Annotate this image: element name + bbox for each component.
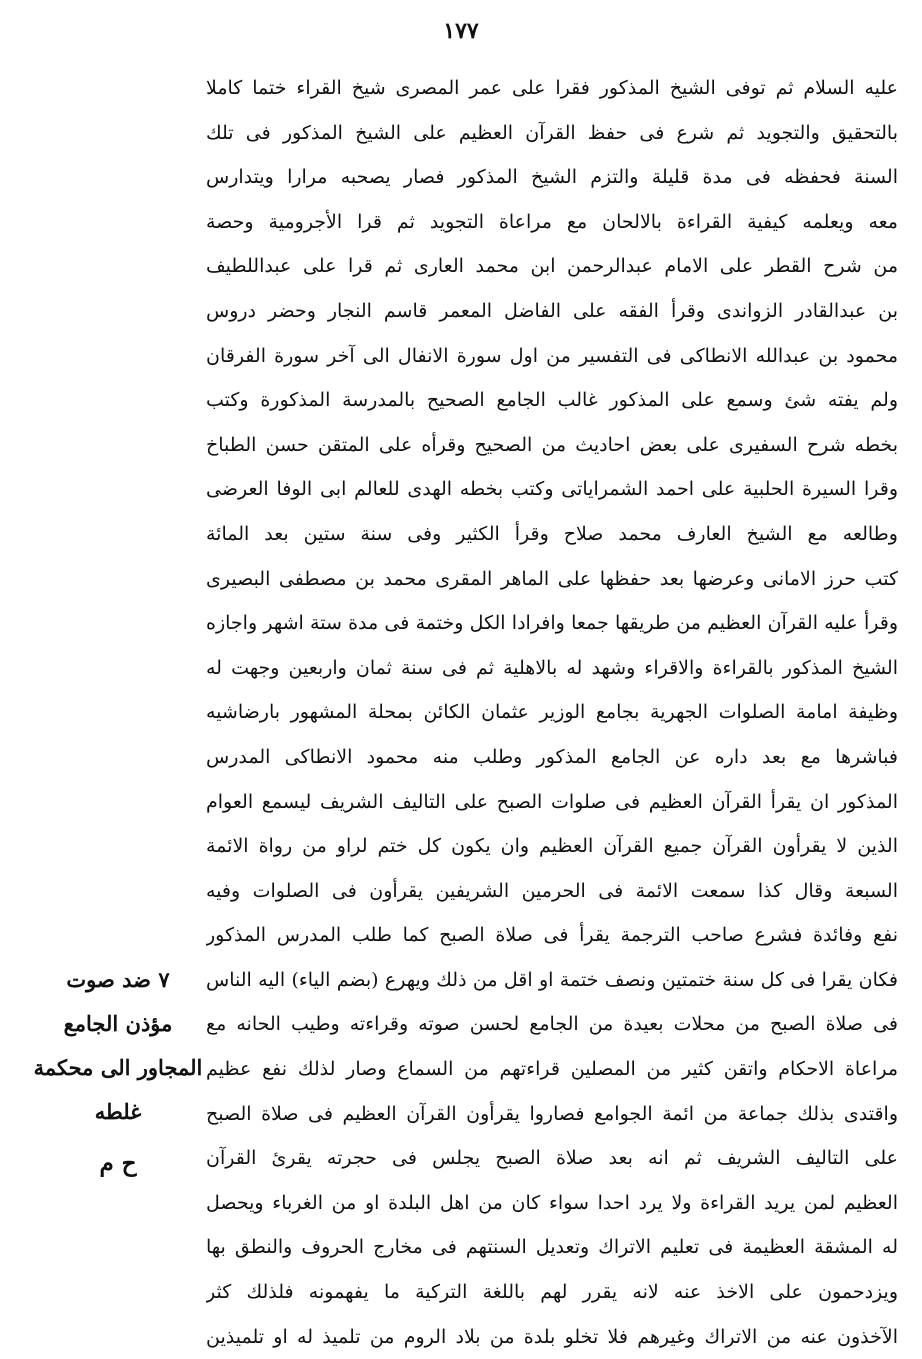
text-line: وقرأ عليه القرآن العظيم من طريقها جمعا وافرادا الكل وختمة فى مدة ستة اشهر واجازه <box>206 612 898 635</box>
text-line: وقرا السيرة الحلبية على احمد الشمراياتى وكتب بخطه الهدى للعالم ابى الوفا العرضى <box>206 478 898 501</box>
text-line: الآخذون عنه من الاتراك وغيرهم فلا تخلو بلدة من بلاد الروم من تلميذ له او تلميذين <box>206 1325 898 1348</box>
text-line: من شرح القطر على الامام عبدالرحمن ابن محمد العارى ثم قرا على عبداللطيف <box>206 255 898 278</box>
text-line: وظيفة امامة الصلوات الجهرية بجامع الوزير عثمان الكائن بمحلة المشهور بارضاشيه <box>206 701 898 724</box>
text-line: فى صلاة الصبح من محلات بعيدة من الجامع لحسن صوته وقراءته وطيب الحانه مع <box>206 1013 898 1036</box>
text-line: محمود بن عبدالله الانطاكى فى التفسير من اول سورة الانفال الى آخر سورة الفرقان <box>206 344 898 367</box>
text-line: فكان يقرا فى كل سنة ختمتين ونصف ختمة او اقل من ذلك ويهرع (بضم الياء) اليه الناس <box>206 968 898 991</box>
text-line: المذكور ان يقرأ القرآن العظيم فى صلوات الصبح على التاليف الشريف ليسمع العوام <box>206 790 898 813</box>
page-number: ١٧٧ <box>443 18 479 44</box>
text-line: بخطه شرح السفيرى على بعض احاديث من الصحيح وقرأه على المتقن حسن الطباخ <box>206 433 898 456</box>
text-line: كتب حرز الامانى وعرضها بعد حفظها على الماهر المقرى محمد بن مصطفى البصيرى <box>206 567 898 590</box>
margin-note-line: مؤذن الجامع <box>63 1011 173 1036</box>
text-line: فباشرها مع بعد داره عن الجامع المذكور وطلب منه محمود الانطاكى المدرس <box>206 745 898 768</box>
text-line: ولم يفته شئ وسمع على المذكور غالب الجامع الصحيح بالمدرسة المذكورة وكتب <box>206 389 898 412</box>
text-line: واقتدى بذلك جماعة من ائمة الجوامع فصاروا يقرأون القرآن العظيم فى صلاة الصبح <box>206 1102 898 1125</box>
text-line: عليه السلام ثم توفى الشيخ المذكور فقرا على عمر المصرى شيخ القراء ختما كاملا <box>206 77 898 99</box>
text-line: العظيم لمن يريد القراءة ولا يرد احدا سواء كان من اهل البلدة او من الغرباء ويحصل <box>206 1191 898 1214</box>
text-line: على التاليف الشريف ثم انه بعد صلاة الصبح يجلس فى حجرته يقرئ القرآن <box>206 1147 898 1170</box>
margin-note-line: ٧ ضد صوت <box>66 967 170 992</box>
main-text <box>206 66 898 1359</box>
text-line: نفع وفائدة فشرع صاحب الترجمة يقرأ فى صلاة الصبح كما طلب المدرس المذكور <box>206 924 898 947</box>
text-line: وطالعه مع الشيخ العارف محمد صلاح وقرأ الكثير وفى سنة ستين بعد المائة <box>206 522 898 545</box>
text-line: الشيخ المذكور بالقراءة والاقراء وشهد له بالاهلية ثم فى سنة ثمان واربعين وجهت له <box>206 656 898 679</box>
text-line: السنة فحفظه فى مدة قليلة والتزم الشيخ المذكور فصار يصحبه مرارا ويتدارس <box>206 166 898 189</box>
text-line: مراعاة الاحكام واتقن كثير من المصلين قراءتهم من السماع وصار لذلك نفع عظيم <box>206 1058 898 1081</box>
margin-note <box>28 958 208 1194</box>
text-line: بالتحقيق والتجويد ثم شرع فى حفظ القرآن العظيم على الشيخ المذكور فى تلك <box>206 121 898 144</box>
text-line: ويزدحمون على الاخذ عنه لانه يقرر لهم باللغة التركية ما يفهمونه فلذلك كثر <box>206 1281 898 1304</box>
text-line: معه ويعلمه كيفية القراءة بالالحان مع مراعاة التجويد ثم قرا الأجرومية وحصة <box>206 210 898 233</box>
text-line: له المشقة العظيمة فى تعليم الاتراك وتعديل السنتهم فى مخارج الحروف والنطق بها <box>206 1236 898 1259</box>
text-line: السبعة وقال كذا سمعت الائمة فى الحرمين الشريفين يقرأون فى الصلوات وفيه <box>206 879 898 902</box>
text-line: بن عبدالقادر الزواندى وقرأ الفقه على الفاضل المعمر قاسم النجار وحضر دروس <box>206 299 898 322</box>
margin-note-line: المجاور الى محكمة <box>33 1055 203 1080</box>
text-line: الذين لا يقرأون القرآن جميع القرآن العظيم وان يكون كل ختم لراو من رواة الائمة <box>206 835 898 858</box>
margin-note-initials: ح م <box>99 1150 137 1177</box>
margin-note-line: غلطه <box>94 1099 142 1124</box>
